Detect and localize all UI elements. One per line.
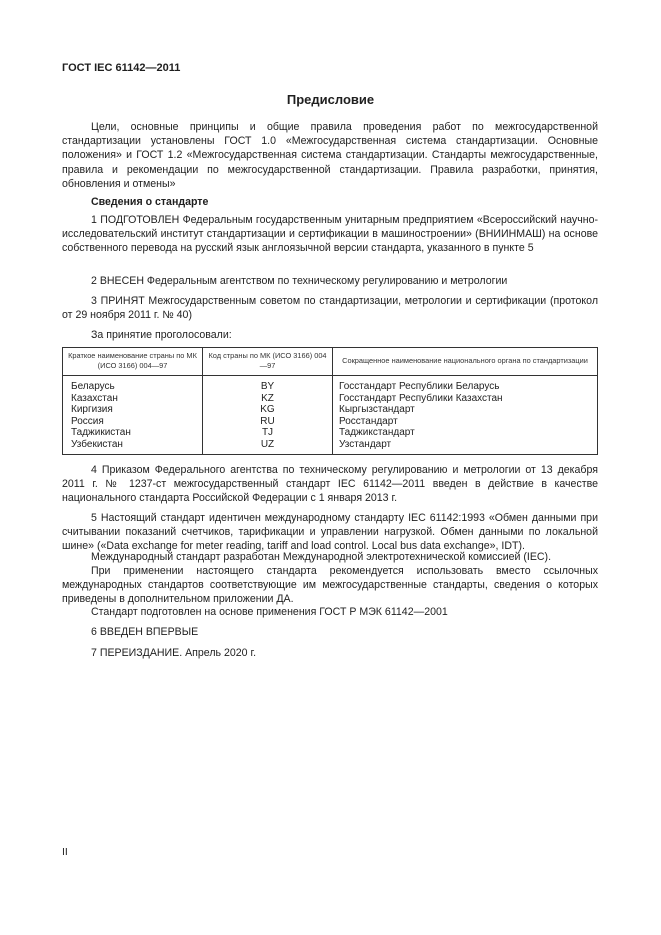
- body-cell: Таджикстандарт: [333, 427, 598, 439]
- table-row: [63, 393, 598, 405]
- country-cell: Киргизия: [63, 404, 203, 416]
- country-cell: Казахстан: [63, 393, 203, 405]
- body-cell: Госстандарт Республики Казахстан: [333, 393, 598, 405]
- body-cell: Узстандарт: [333, 439, 598, 454]
- vote-label: За принятие проголосовали:: [91, 329, 232, 341]
- item-6-paragraph: 6 ВВЕДЕН ВПЕРВЫЕ: [91, 626, 199, 638]
- table-row: [63, 416, 598, 428]
- table-header-row: [63, 348, 598, 376]
- body-cell: Кыргызстандарт: [333, 404, 598, 416]
- code-cell: UZ: [203, 439, 333, 454]
- code-cell: BY: [203, 376, 333, 393]
- item-4-paragraph: 4 Приказом Федерального агентства по техническому регулированию и метрологии от 13 декабря 2011 г. № 1237-ст межгосударственный стандарт IEC 61142—2011 введен в действие в качестве национального стандарта Российской Федерации с 1 января 2013 г.: [62, 464, 598, 505]
- item-5-references-note: При применении настоящего стандарта рекомендуется использовать вместо ссылочных международных стандартов соответствующие им межгосударственные стандарты, сведения о которых приведены в дополнительном приложении ДА.: [62, 565, 598, 606]
- page-number: II: [62, 846, 68, 858]
- item-7-paragraph: 7 ПЕРЕИЗДАНИЕ. Апрель 2020 г.: [91, 647, 257, 659]
- item-5-paragraph: 5 Настоящий стандарт идентичен международному стандарту IEC 61142:1993 «Обмен данными при считывании показаний счетчиков, тарификации и управлении нагрузкой. Обмен данными по локальной шине» («Data exchange for meter reading, tariff and load control. Local bus data exchange», IDT).: [62, 512, 598, 553]
- table-row: [63, 376, 598, 393]
- country-cell: Беларусь: [63, 376, 203, 393]
- code-cell: TJ: [203, 427, 333, 439]
- item-2-paragraph: 2 ВНЕСЕН Федеральным агентством по техническому регулированию и метрологии: [91, 275, 508, 287]
- page-title: Предисловие: [286, 92, 375, 107]
- body-cell: Росстандарт: [333, 416, 598, 428]
- code-cell: KG: [203, 404, 333, 416]
- table-header-code: Код страны по МК (ИСО 3166) 004—97: [203, 348, 333, 376]
- item-5-iec-note: Международный стандарт разработан Международной электротехнической комиссией (IEC).: [91, 551, 552, 563]
- table-header-body: Сокращенное наименование национального органа по стандартизации: [333, 348, 598, 376]
- country-cell: Россия: [63, 416, 203, 428]
- item-3-paragraph: 3 ПРИНЯТ Межгосударственным советом по стандартизации, метрологии и сертификации (протокол от 29 ноября 2011 г. № 40): [62, 295, 598, 322]
- intro-paragraph: Цели, основные принципы и общие правила проведения работ по межгосударственной стандартизации установлены ГОСТ 1.0 «Межгосударственная система стандартизации. Основные положения» и ГОСТ 1.2 «Межгосударственная система стандартизации. Стандарты межгосударственные, правила и рекомендации по межгосударственной стандартизации. Правила разработки, принятия, обновления и отмены»: [62, 121, 598, 190]
- table-row: [63, 439, 598, 454]
- table-header-country: Краткое наименование страны по МК (ИСО 3166) 004—97: [63, 348, 203, 376]
- table-row: [63, 404, 598, 416]
- code-cell: KZ: [203, 393, 333, 405]
- item-1-paragraph: 1 ПОДГОТОВЛЕН Федеральным государственным унитарным предприятием «Всероссийский научно-исследовательский институт стандартизации и сертификации в машиностроении» (ВНИИНМАШ) на основе собственного перевода на русский язык англоязычной версии стандарта, указанного в пункте 5: [62, 214, 598, 255]
- voting-table: [62, 347, 598, 455]
- country-cell: Узбекистан: [63, 439, 203, 454]
- table-row: [63, 427, 598, 439]
- body-cell: Госстандарт Республики Беларусь: [333, 376, 598, 393]
- item-5-basis-note: Стандарт подготовлен на основе применения ГОСТ Р МЭК 61142—2001: [91, 606, 448, 618]
- document-code: ГОСТ IEC 61142—2011: [62, 62, 181, 74]
- code-cell: RU: [203, 416, 333, 428]
- country-cell: Таджикистан: [63, 427, 203, 439]
- section-heading: Сведения о стандарте: [91, 196, 209, 208]
